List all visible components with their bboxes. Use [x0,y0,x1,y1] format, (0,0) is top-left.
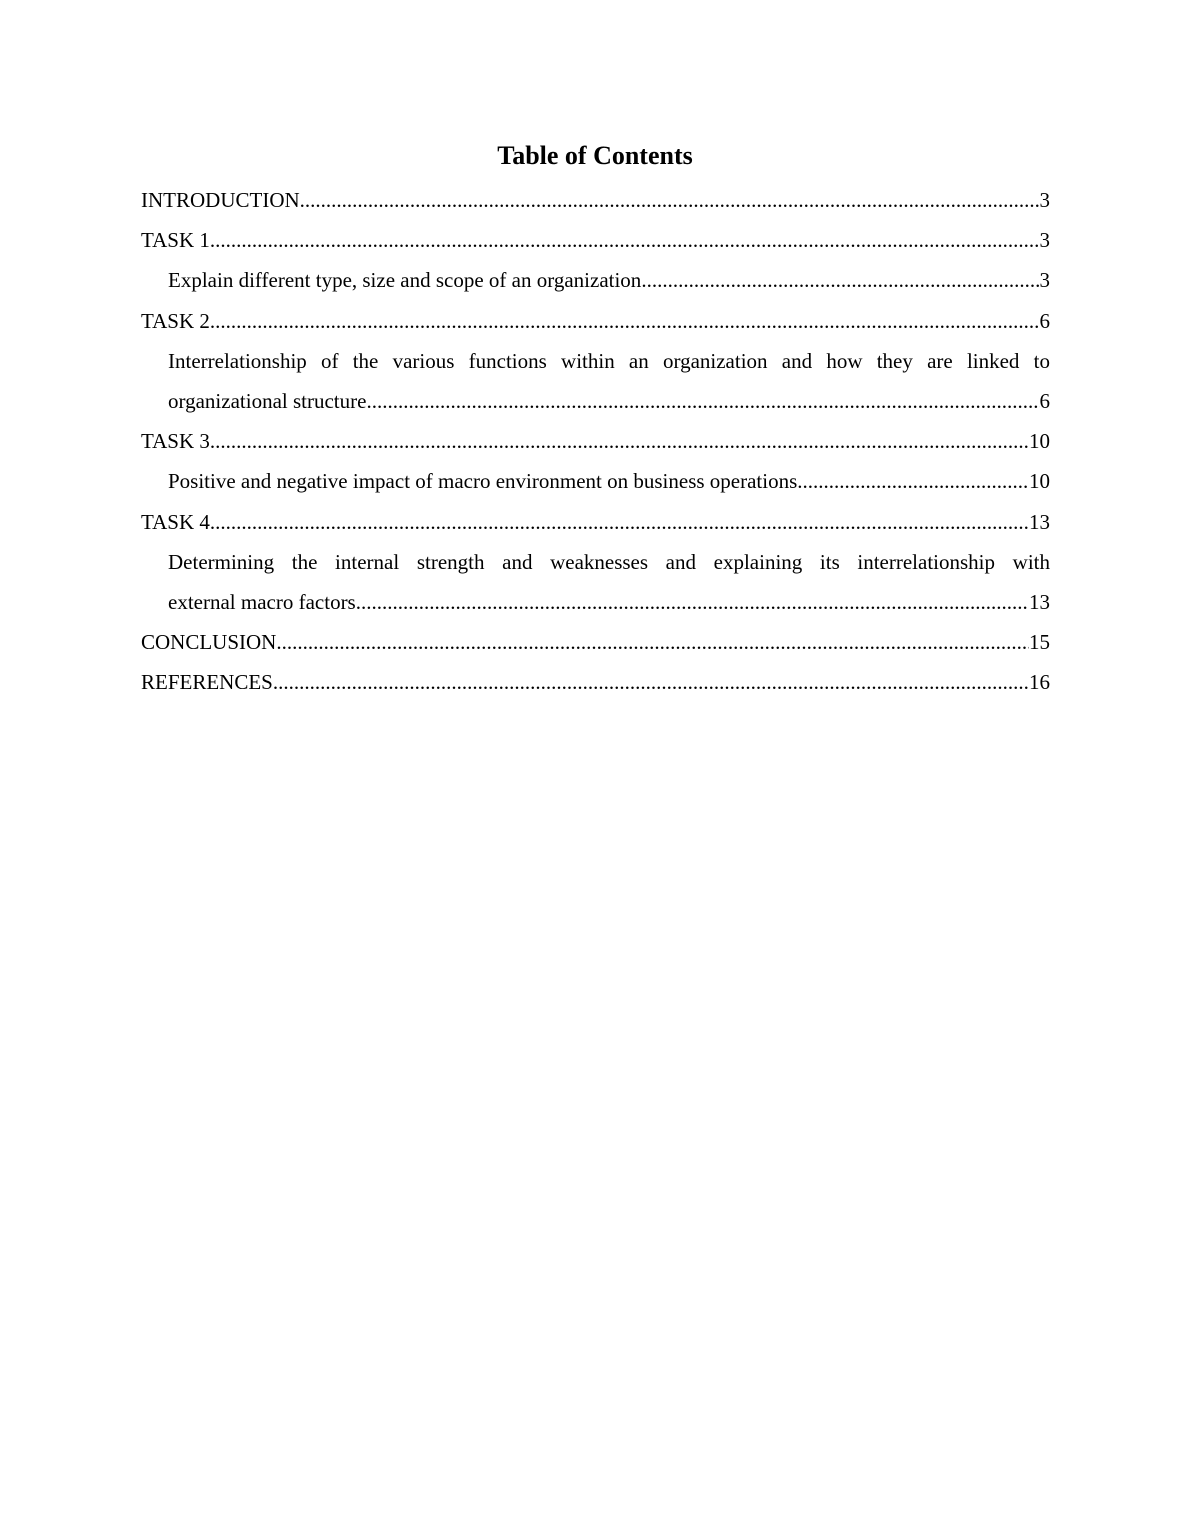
toc-page-number: 13 [1029,590,1050,615]
toc-leader-dots [210,502,1029,542]
toc-entry-label-line-1: Determining the internal strength and weaknesses and explaining its interrelationship with [168,549,1050,574]
toc-page-number: 3 [1039,188,1050,212]
toc-entry-label: TASK 1 [141,228,210,253]
toc-entry-task-4-sub[interactable] [141,542,1050,622]
toc-entry-label-line-2: external macro factors [168,590,356,615]
toc-leader-dots [276,622,1029,662]
toc-page-number: 6 [1039,389,1050,414]
toc-page-number: 3 [1039,268,1050,293]
toc-entry-label: REFERENCES [141,670,273,695]
toc-list [141,180,1050,703]
toc-entry-label: Explain different type, size and scope of an organization [168,268,642,293]
toc-entry-label: CONCLUSION [141,630,277,655]
toc-page-number: 6 [1039,308,1050,333]
toc-leader-dots [273,662,1029,702]
toc-leader-dots [797,461,1029,501]
toc-entry-task-2[interactable] [141,301,1050,341]
toc-page-number: 10 [1029,469,1050,494]
toc-leader-dots [300,180,1040,220]
toc-entry-task-3[interactable] [141,421,1050,461]
toc-page-number: 10 [1029,429,1050,454]
toc-entry-label: TASK 2 [141,308,210,333]
toc-entry-label: INTRODUCTION [141,188,300,212]
toc-page-number: 3 [1039,228,1050,253]
toc-entry-label-line-1: Interrelationship of the various functions within an organization and how they are linked to [168,348,1050,373]
toc-entry-introduction[interactable] [141,180,1050,220]
toc-entry-task-2-sub[interactable] [141,341,1050,421]
toc-page-number: 15 [1029,630,1050,655]
toc-entry-task-1-sub[interactable] [141,260,1050,300]
toc-leader-dots [210,220,1040,260]
toc-page-number: 16 [1029,670,1050,695]
toc-leader-dots [641,260,1039,300]
toc-entry-label: TASK 4 [141,509,210,534]
toc-entry-label-line-2: organizational structure [168,389,367,414]
toc-leader-dots [210,301,1040,341]
toc-entry-task-3-sub[interactable] [141,461,1050,501]
toc-entry-label: Positive and negative impact of macro environment on business operations [168,469,798,494]
toc-entry-conclusion[interactable] [141,622,1050,662]
toc-entry-references[interactable] [141,662,1050,702]
toc-entry-task-4[interactable] [141,502,1050,542]
toc-leader-dots [210,421,1029,461]
toc-leader-dots [366,381,1039,421]
toc-title: Table of Contents [497,141,693,170]
toc-leader-dots [356,582,1029,622]
toc-entry-label: TASK 3 [141,429,210,454]
toc-page-number: 13 [1029,509,1050,534]
toc-entry-task-1[interactable] [141,220,1050,260]
